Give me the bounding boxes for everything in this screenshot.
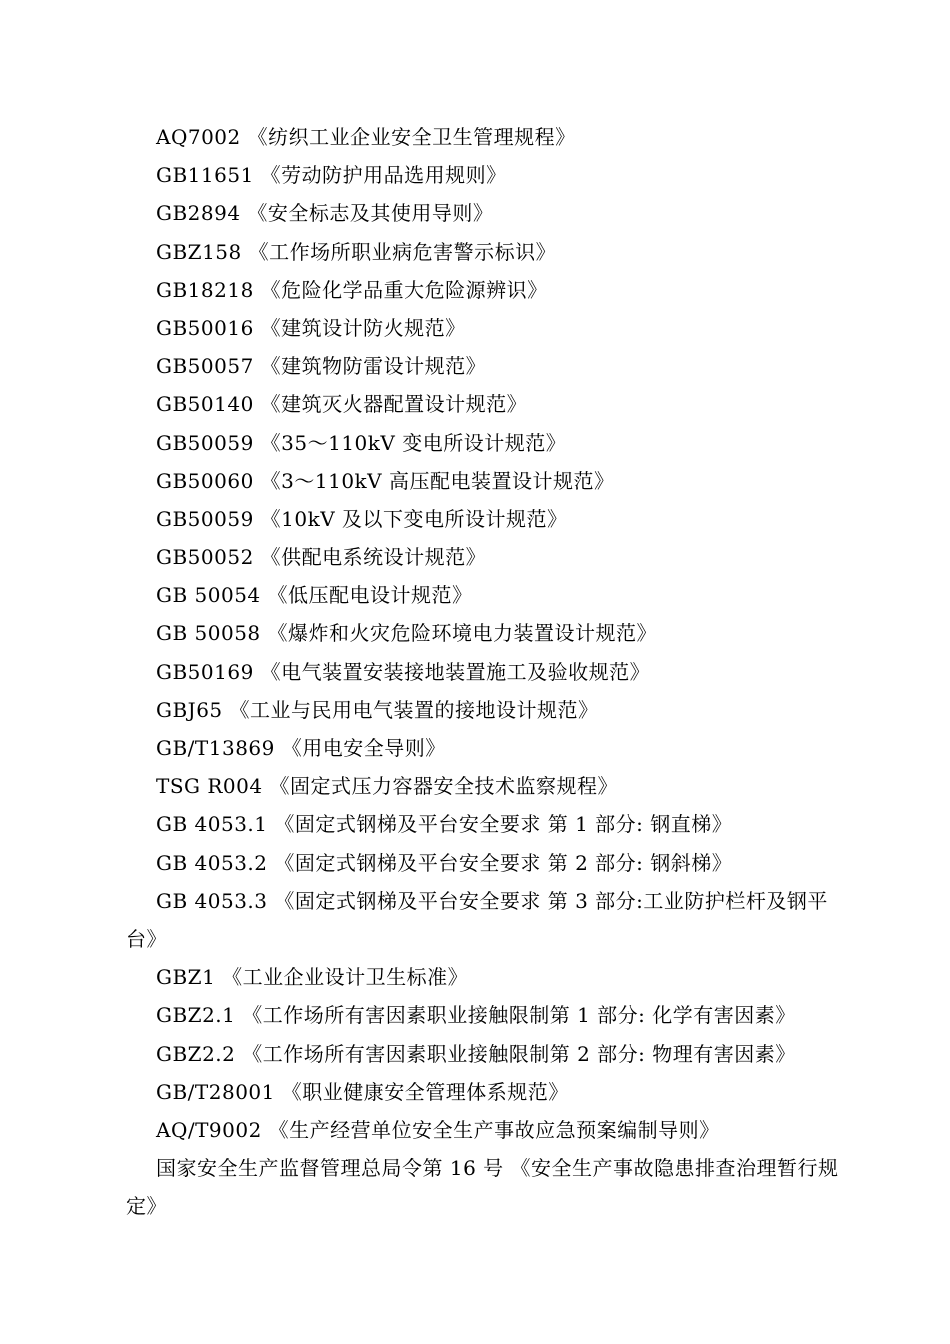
list-item: GB50060 《3～110kV 高压配电装置设计规范》 (156, 468, 615, 493)
list-item: GB50169 《电气装置安装接地装置施工及验收规范》 (156, 659, 651, 684)
list-item: GB50059 《35～110kV 变电所设计规范》 (156, 430, 567, 455)
list-item: AQ/T9002 《生产经营单位安全生产事故应急预案编制导则》 (156, 1117, 720, 1142)
list-item: GB 50054 《低压配电设计规范》 (156, 583, 473, 608)
list-item: GB2894 《安全标志及其使用导则》 (156, 201, 494, 226)
list-item: GB 4053.1 《固定式钢梯及平台安全要求 第 1 部分: 钢直梯》 (156, 812, 733, 837)
list-item: GBZ158 《工作场所职业病危害警示标识》 (156, 239, 557, 264)
list-item: GBZ2.1 《工作场所有害因素职业接触限制第 1 部分: 化学有害因素》 (156, 1003, 796, 1028)
list-item: GB/T13869 《用电安全导则》 (156, 736, 446, 760)
standards-list (126, 118, 842, 1226)
list-item: GB 50058 《爆炸和火灾危险环境电力装置设计规范》 (156, 621, 658, 646)
list-item: GB/T28001 《职业健康安全管理体系规范》 (156, 1079, 569, 1104)
list-item: GB50052 《供配电系统设计规范》 (156, 545, 487, 570)
list-item: GB50059 《10kV 及以下变电所设计规范》 (156, 506, 568, 531)
list-item: GB 4053.3 《固定式钢梯及平台安全要求 第 3 部分:工业防护栏杆及钢平台》 (126, 888, 828, 951)
list-item: GB18218 《危险化学品重大危险源辨识》 (156, 277, 548, 302)
list-item: AQ7002 《纺织工业企业安全卫生管理规程》 (156, 125, 576, 149)
list-item: TSG R004 《固定式压力容器安全技术监察规程》 (156, 774, 618, 799)
list-item: 国家安全生产监督管理总局令第 16 号 《安全生产事故隐患排查治理暂行规定》 (126, 1156, 839, 1219)
list-item: GBZ1 《工业企业设计卫生标准》 (156, 965, 469, 990)
list-item: GB50057 《建筑物防雷设计规范》 (156, 354, 487, 379)
list-item: GB50140 《建筑灭火器配置设计规范》 (156, 392, 528, 417)
list-item: GB50016 《建筑设计防火规范》 (156, 315, 466, 340)
list-item: GB11651 《劳动防护用品选用规则》 (156, 163, 507, 188)
list-item: GB 4053.2 《固定式钢梯及平台安全要求 第 2 部分: 钢斜梯》 (156, 850, 733, 875)
list-item: GBJ65 《工业与民用电气装置的接地设计规范》 (156, 697, 599, 722)
list-item: GBZ2.2 《工作场所有害因素职业接触限制第 2 部分: 物理有害因素》 (156, 1041, 796, 1066)
